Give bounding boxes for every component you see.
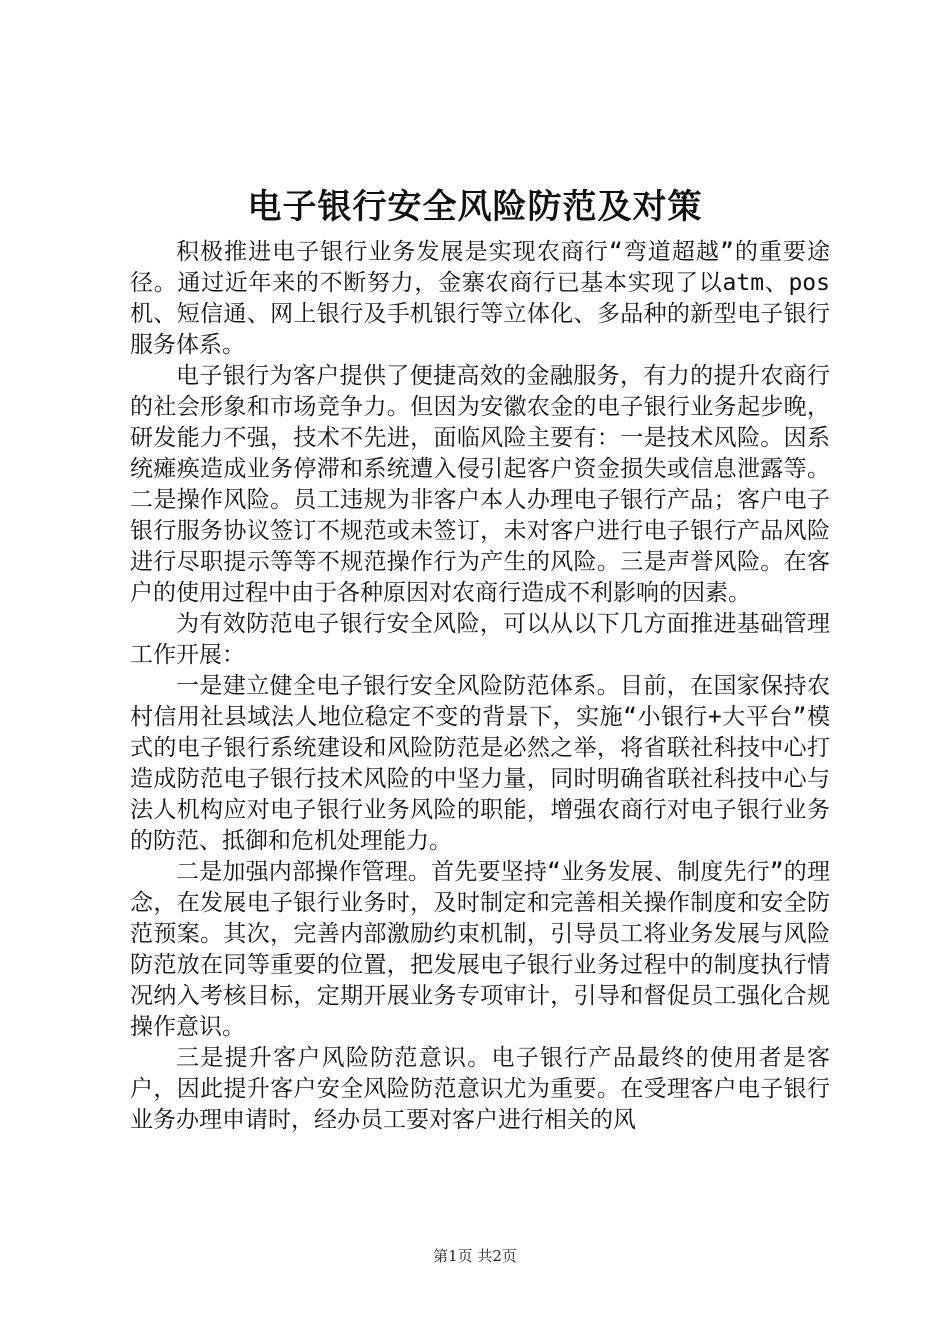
- paragraph: 一是建立健全电子银行安全风险防范体系。目前，在国家保持农村信用社县域法人地位稳定不变的背景下，实施“小银行+大平台”模式的电子银行系统建设和风险防范是必然之举，将省联社科技中心打造成防范电子银行技术风险的中坚力量，同时明确省联社科技中心与法人机构应对电子银行业务风险的职能，增强农商行对电子银行业务的防范、抵御和危机处理能力。: [130, 673, 830, 854]
- document-title: 电子银行安全风险防范及对策: [247, 187, 703, 227]
- paragraph: 积极推进电子银行业务发展是实现农商行“弯道超越”的重要途径。通过近年来的不断努力，金寨农商行已基本实现了以atm、pos机、短信通、网上银行及手机银行等立体化、多品种的新型电子银行服务体系。: [130, 239, 830, 358]
- document-body: [130, 237, 830, 1136]
- paragraph: 电子银行为客户提供了便捷高效的金融服务，有力的提升农商行的社会形象和市场竞争力。但因为安徽农金的电子银行业务起步晚，研发能力不强，技术不先进，面临风险主要有：一是技术风险。因系统瘫痪造成业务停滞和系统遭入侵引起客户资金损失或信息泄露等。二是操作风险。员工违规为非客户本人办理电子银行产品；客户电子银行服务协议签订不规范或未签订，未对客户进行电子银行产品风险进行尽职提示等等不规范操作行为产生的风险。三是声誉风险。在客户的使用过程中由于各种原因对农商行造成不利影响的因素。: [130, 363, 830, 606]
- paragraph: 为有效防范电子银行安全风险，可以从以下几方面推进基础管理工作开展：: [130, 611, 830, 668]
- paragraph: 二是加强内部操作管理。首先要坚持“业务发展、制度先行”的理念，在发展电子银行业务时，及时制定和完善相关操作制度和安全防范预案。其次，完善内部激励约束机制，引导员工将业务发展与风险防范放在同等重要的位置，把发展电子银行业务过程中的制度执行情况纳入考核目标，定期开展业务专项审计，引导和督促员工强化合规操作意识。: [130, 859, 830, 1040]
- page-number-footer: 第1页 共2页: [433, 1247, 517, 1265]
- paragraph: 三是提升客户风险防范意识。电子银行产品最终的使用者是客户，因此提升客户安全风险防范意识尤为重要。在受理客户电子银行业务办理申请时，经办员工要对客户进行相关的风: [130, 1045, 830, 1133]
